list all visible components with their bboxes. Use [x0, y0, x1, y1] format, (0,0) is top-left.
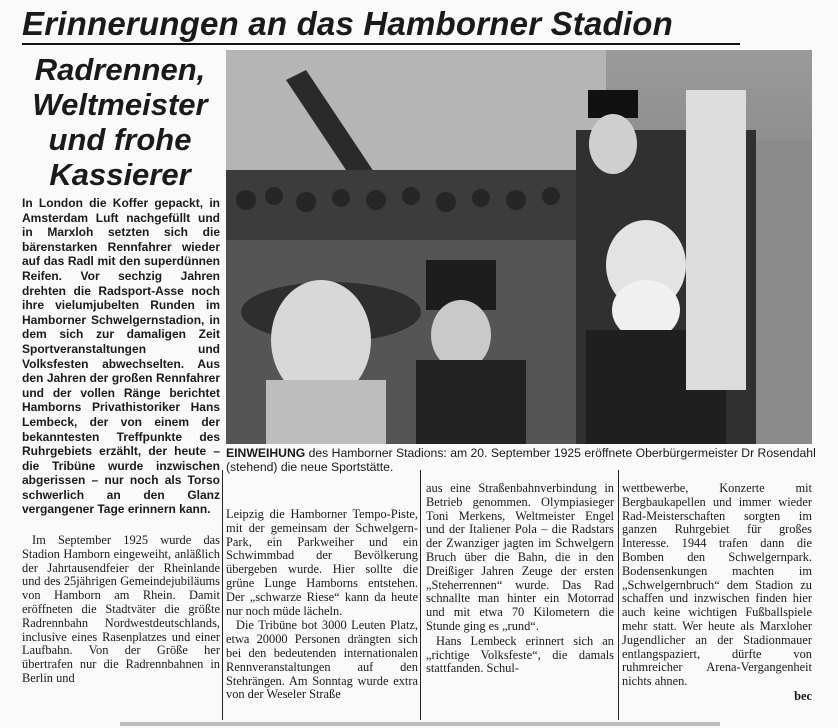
column-2-paragraph-1: Leipzig die Hamborner Tempo-Piste, mit der gemeinsam der Schwelgern-Park, ein Parkweiher und ein Schwimmbad der Bevölkerung übergeben wurde. Hier sollte die grüne Lunge Hamborns entstehen. Der „schwarze Riese“ kann da heute nur noch müde lächeln. [226, 507, 418, 618]
scan-edge [120, 722, 720, 726]
column-divider [222, 470, 223, 720]
article-column-4 [622, 482, 812, 705]
column-3-paragraph-2: Hans Lembeck erinnert sich an „richtige Volksfeste“, die damals stattfanden. Schul- [426, 633, 614, 676]
article-headline: Radrennen, Weltmeister und frohe Kassierer [32, 52, 208, 192]
caption-lead: EINWEIHUNG [226, 446, 306, 460]
column-4-paragraph-1: wettbewerbe, Konzerte mit Bergbaukapellen und immer wieder Rad-Meisterschaften sorgten im ganzen Ruhrgebiet für großes Interesse. 1944 trafen dann die Bomben den Schwelgernpark. Bodensenkungen machten im „Schwelgernbruch“ dem Stadion zu schaffen und inzwischen finden hier auch keine wichtigen Fußballspiele mehr statt. Wer heute als Marxloher Jugendlicher an der Stadionmauer entlangspaziert, dürfte von ruhmreicher Arena-Vergangenheit nichts ahnen. [622, 481, 812, 689]
article-column-2 [226, 508, 418, 703]
author-signature: bec [794, 688, 812, 703]
column-2-paragraph-2: Die Tribüne bot 3000 Leuten Platz, etwa 20000 Personen drängten sich bei den bedeutenden internationalen Rennveranstaltungen auf den Stehrängen. Am Sonntag wurde extra von der Weseler Straße [226, 618, 418, 702]
article-lead: In London die Koffer gepackt, in Amsterdam Luft nachgefüllt und in Marxloh setzten sich die bärenstarken Rennfahrer wieder auf das Radl mit den superdünnen Reifen. Vor sechzig Jahren drehten die Radsport-Asse noch ihre vielumjubelten Runden im Hamborner Schwelgernstadion, in dem sich zur damaligen Zeit Sportveranstaltungen und Volksfesten abwechselten. Aus den Jahren der großen Rennfahrer und der vollen Ränge berichtet Hamborns Privathistoriker Hans Lembeck, der von einem der bekanntesten Treffpunkte des Ruhrgebiets erzählt, der heute – die Tribüne wurde inzwischen abgerissen – nur noch als Torso schwerlich an den Glanz vergangener Tage erinnern kann. [22, 196, 220, 517]
column-3-paragraph-1: aus eine Straßenbahnverbindung in Betrieb genommen. Olympiasieger Toni Merkens, Weltmeister Engel und der Italiener Pola – die Radstars der Zwanziger jagten im Schwelgern Bruch über die Bahn, die in den Dreißiger Jahren Zeuge der ersten „Steherrennen“ wurde. Das Rad schnallte man hinter ein Motorrad und mit etwa 70 Kilometern die Stunde ging es „rund“. [426, 481, 614, 633]
column-1-paragraph-1: Im September 1925 wurde das Stadion Hamborn eingeweiht, anläßlich der Jahrtausendfeier der Rheinlande und des 25jährigen Gemeindejubiläums von Hamborn am Rhein. Damit eröffneten die Stadtväter die größte Radrennbahn Nordwestdeutschlands, inclusive eines Rasenplatzes und einer Laufbahn. Von der Größe her übertrafen nur die Radrennbahnen in Berlin und [22, 533, 220, 685]
column-divider [618, 470, 619, 720]
article-column-1 [22, 534, 220, 687]
caption-text: des Hamborner Stadions: am 20. September 1925 eröffnete Oberbürgermeister Dr Rosendahl (stehend) die neue Sportstätte. [226, 446, 816, 474]
photo-illustration [226, 50, 812, 444]
historic-photo [226, 50, 812, 444]
kicker-rule [22, 43, 740, 45]
photo-caption [226, 446, 816, 474]
article-column-3 [426, 482, 614, 677]
column-divider [420, 470, 421, 720]
article-kicker: Erinnerungen an das Hamborner Stadion [22, 5, 673, 42]
